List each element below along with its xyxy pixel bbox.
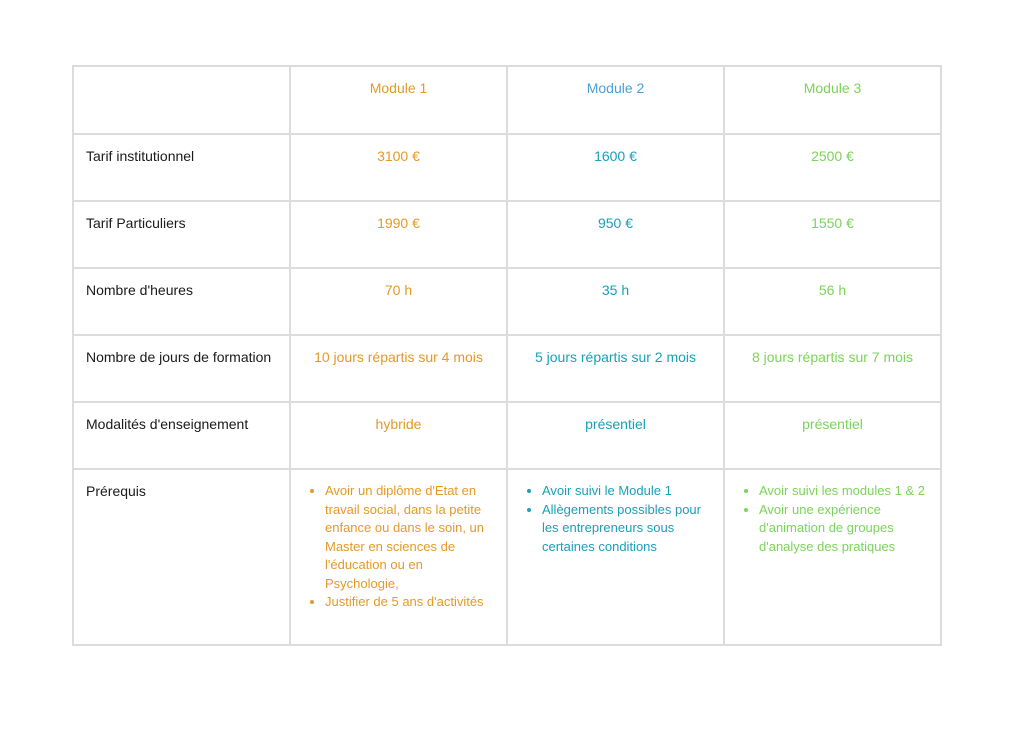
cell-module-3 bbox=[724, 469, 941, 645]
cell-module-3: 8 jours répartis sur 7 mois bbox=[724, 335, 941, 402]
header-row bbox=[73, 66, 941, 134]
header-module-2: Module 2 bbox=[507, 66, 724, 134]
prerequis-list-module-1 bbox=[303, 482, 494, 612]
row-label: Prérequis bbox=[73, 469, 290, 645]
cell-module-2: 950 € bbox=[507, 201, 724, 268]
cell-module-2: présentiel bbox=[507, 402, 724, 469]
header-module-3: Module 3 bbox=[724, 66, 941, 134]
list-item: • Allègements possibles pour les entrepreneurs sous certaines conditions bbox=[542, 501, 711, 557]
row-label: Nombre de jours de formation bbox=[73, 335, 290, 402]
row-nombre-heures bbox=[73, 268, 941, 335]
list-item: • Avoir un diplôme d'Etat en travail social, dans la petite enfance ou dans le soin, un Master en sciences de l'éducation ou en Psychologie, bbox=[325, 482, 494, 593]
cell-module-3: 1550 € bbox=[724, 201, 941, 268]
cell-module-1: 1990 € bbox=[290, 201, 507, 268]
cell-module-3: 2500 € bbox=[724, 134, 941, 201]
cell-module-3: 56 h bbox=[724, 268, 941, 335]
row-tarif-particuliers bbox=[73, 201, 941, 268]
cell-module-2: 5 jours répartis sur 2 mois bbox=[507, 335, 724, 402]
row-label: Tarif institutionnel bbox=[73, 134, 290, 201]
list-item: • Justifier de 5 ans d'activités bbox=[325, 593, 494, 612]
cell-module-1: 70 h bbox=[290, 268, 507, 335]
modules-comparison-table bbox=[72, 65, 942, 646]
cell-module-2: 35 h bbox=[507, 268, 724, 335]
cell-module-1 bbox=[290, 469, 507, 645]
row-tarif-institutionnel bbox=[73, 134, 941, 201]
cell-module-3: présentiel bbox=[724, 402, 941, 469]
row-nombre-jours bbox=[73, 335, 941, 402]
row-label: Modalités d'enseignement bbox=[73, 402, 290, 469]
row-modalites bbox=[73, 402, 941, 469]
prerequis-list-module-2 bbox=[520, 482, 711, 556]
row-prerequis bbox=[73, 469, 941, 645]
list-item: • Avoir une expérience d'animation de groupes d'analyse des pratiques bbox=[759, 501, 928, 557]
header-module-1: Module 1 bbox=[290, 66, 507, 134]
cell-module-2: 1600 € bbox=[507, 134, 724, 201]
cell-module-1: 10 jours répartis sur 4 mois bbox=[290, 335, 507, 402]
cell-module-2 bbox=[507, 469, 724, 645]
row-label: Tarif Particuliers bbox=[73, 201, 290, 268]
cell-module-1: hybride bbox=[290, 402, 507, 469]
header-empty-cell bbox=[73, 66, 290, 134]
prerequis-list-module-3 bbox=[737, 482, 928, 556]
cell-module-1: 3100 € bbox=[290, 134, 507, 201]
row-label: Nombre d'heures bbox=[73, 268, 290, 335]
list-item: • Avoir suivi le Module 1 bbox=[542, 482, 711, 501]
list-item: • Avoir suivi les modules 1 & 2 bbox=[759, 482, 928, 501]
